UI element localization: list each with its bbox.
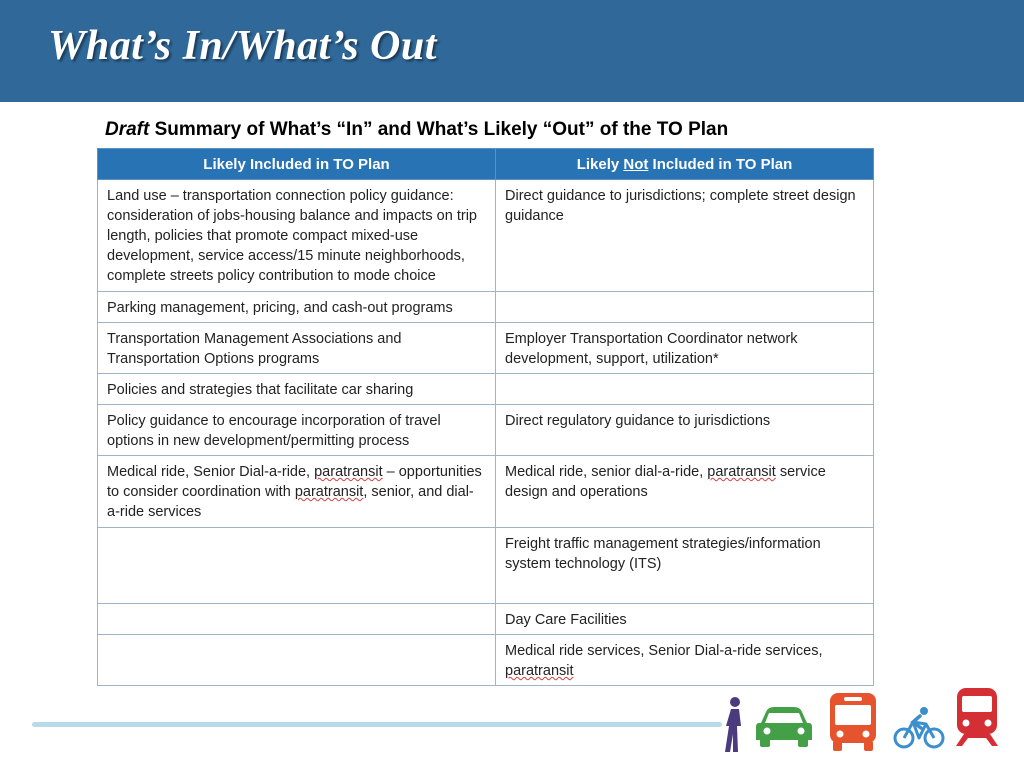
cell-included: Land use – transportation connection policy guidance: consideration of jobs-housing balance and impacts on trip length, policies that promote compact mixed-use development, service access/15 minute neighborhoods, complete streets policy contribution to mode choice	[98, 180, 496, 292]
cell-included	[98, 456, 496, 528]
bicycle-icon	[893, 706, 945, 750]
train-icon	[954, 688, 1000, 748]
cell-included: Transportation Management Associations and Transportation Options programs	[98, 323, 496, 374]
header-out-prefix: Likely	[576, 155, 624, 173]
bus-icon	[828, 693, 878, 753]
cell-included	[98, 604, 496, 635]
cell-not-included	[496, 374, 874, 405]
table-row	[98, 604, 874, 635]
cell-included: Parking management, pricing, and cash-out programs	[98, 292, 496, 323]
table-row	[98, 374, 874, 405]
in-out-table	[97, 148, 874, 686]
cell-not-included: Direct guidance to jurisdictions; complete street design guidance	[496, 180, 874, 292]
table-row	[98, 528, 874, 604]
subtitle-text: Summary of What’s “In” and What’s Likely “Out” of the TO Plan	[149, 119, 729, 140]
table-row	[98, 456, 874, 528]
header-out-not: Not	[623, 155, 649, 173]
table-row	[98, 635, 874, 686]
cell-text: Medical ride, Senior Dial-a-ride,	[107, 464, 315, 480]
table-row	[98, 292, 874, 323]
cell-text-spellcheck: paratransit	[505, 663, 574, 679]
cell-text: Medical ride services, Senior Dial-a-ride services,	[505, 643, 823, 659]
cell-included	[98, 528, 496, 604]
car-icon	[756, 706, 812, 748]
cell-text: Medical ride, senior dial-a-ride,	[505, 464, 708, 480]
cell-included	[98, 635, 496, 686]
cell-not-included: Employer Transportation Coordinator network development, support, utilization*	[496, 323, 874, 374]
title-banner	[0, 0, 1024, 102]
cell-text: service design and operations	[505, 464, 826, 500]
cell-not-included	[496, 292, 874, 323]
header-out-suffix: Included in TO Plan	[648, 155, 793, 173]
cell-included: Policy guidance to encourage incorporation of travel options in new development/permitting process	[98, 405, 496, 456]
table-row	[98, 323, 874, 374]
table-row	[98, 180, 874, 292]
transport-icons	[0, 688, 1024, 753]
cell-included: Policies and strategies that facilitate car sharing	[98, 374, 496, 405]
cell-not-included: Direct regulatory guidance to jurisdictions	[496, 405, 874, 456]
slide-title: What’s In/What’s Out	[48, 23, 437, 69]
cell-text-spellcheck: paratransit	[294, 484, 364, 500]
cell-not-included	[496, 635, 874, 686]
cell-text-spellcheck: paratransit	[314, 464, 383, 480]
table-header-row	[98, 149, 874, 180]
cell-text: – opportunities to consider coordination with	[107, 464, 482, 500]
cell-not-included: Freight traffic management strategies/information system technology (ITS)	[496, 528, 874, 604]
cell-not-included	[496, 456, 874, 528]
subtitle-draft-word: Draft	[105, 119, 150, 140]
table-row	[98, 405, 874, 456]
header-not-included	[496, 149, 874, 180]
header-included: Likely Included in TO Plan	[98, 149, 496, 180]
cell-not-included: Day Care Facilities	[496, 604, 874, 635]
slide-subtitle	[105, 119, 728, 141]
pedestrian-icon	[720, 696, 748, 754]
cell-text: , senior, and dial-a-ride services	[107, 484, 474, 520]
cell-text-spellcheck: paratransit	[707, 464, 776, 480]
